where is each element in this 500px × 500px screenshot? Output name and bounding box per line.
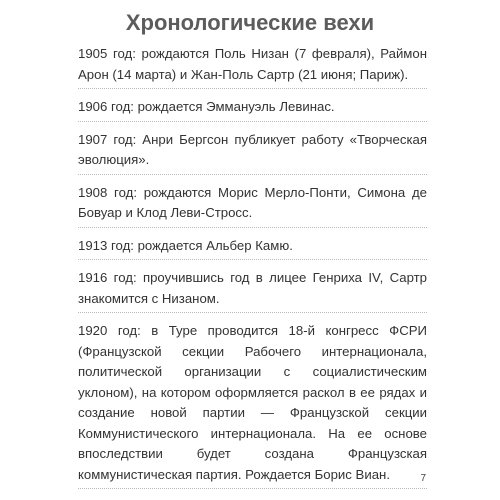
page-title: Хронологические вехи [125, 10, 375, 35]
chronology-entry-1920 [78, 321, 427, 489]
entry-text: 1906 год: рождается Эммануэль Левинас. [78, 99, 335, 114]
entry-text: 1907 год: Анри Бергсон публикует работу «Творческая эволюция». [78, 131, 427, 167]
dotted-separator [78, 227, 427, 228]
entry-text: 1916 год: проучившись год в лицее Генриха IV, Сартр знакомится с Низаном. [78, 270, 427, 306]
entry-text: 1913 год: рождается Альбер Камю. [78, 237, 293, 253]
chronology-entry-1905 [78, 44, 427, 89]
entry-text: 1908 год: рождаются Морис Мерло-Понти, Симона де Бовуар и Клод Леви-Стросс. [78, 184, 427, 220]
chronology-entry-1907 [78, 130, 427, 175]
chronology-list [78, 44, 427, 497]
dotted-separator [78, 488, 427, 489]
page-number: 7 [420, 473, 426, 484]
dotted-separator [78, 174, 427, 175]
chronology-entry-1906 [78, 97, 427, 122]
dotted-separator [78, 121, 427, 122]
chronology-entry-1916 [78, 268, 427, 313]
entry-text: 1920 год: в Туре проводится 18-й конгресс ФСРИ (Французской секции Рабочего интернационала, политической организации с социалистическим уклоном), на котором оформляется раскол в ее рядах и создание новой партии — Французской секции Коммунистического интернационала. На ее основе впоследствии будет создана Французская коммунистическая партия. Рождается Борис Виан. [78, 323, 427, 482]
chronology-entry-1908 [78, 183, 427, 228]
entry-text: 1905 год: рождаются Поль Низан (7 февраля), Раймон Арон (14 марта) и Жан-Поль Сартр (21 июня; Париж). [78, 46, 427, 82]
dotted-separator [78, 259, 427, 260]
dotted-separator [78, 312, 427, 313]
dotted-separator [78, 88, 427, 89]
chronology-entry-1913 [78, 236, 427, 261]
